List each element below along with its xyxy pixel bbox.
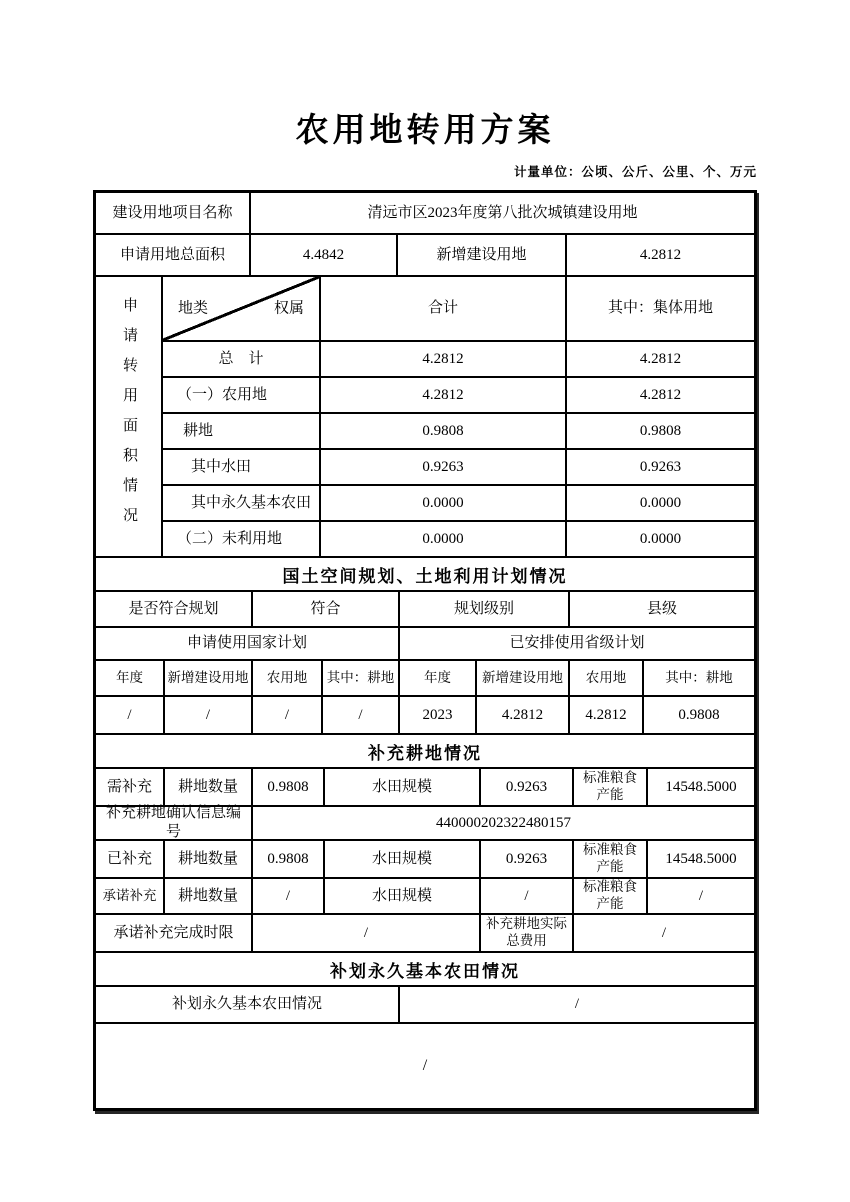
area-row-label: 其中水田 [163, 450, 321, 484]
area-row-unused-land [163, 522, 754, 556]
grain-label: 标准粮食产能 [574, 879, 648, 913]
area-row-agricultural [163, 378, 754, 414]
deadline-label: 承诺补充完成时限 [96, 915, 253, 951]
supplement-row-promised [96, 879, 754, 915]
area-row-collective: 0.9263 [639, 458, 682, 475]
col-header-collective: 其中：集体用地 [607, 300, 713, 317]
national-plan-label: 申请使用国家计划 [96, 628, 400, 659]
supplement-row-required [96, 769, 754, 807]
plan-level-value: 县级 [646, 600, 677, 617]
planning-compliance-row [96, 592, 754, 628]
compliance-value: 符合 [253, 592, 400, 626]
area-row-label: （一）农用地 [163, 378, 321, 412]
supplement-section-header: 补充耕地情况 [368, 743, 482, 763]
qty-value: 0.9808 [253, 769, 325, 805]
remark-value: / [422, 1057, 428, 1074]
area-row-total: 0.0000 [321, 522, 567, 556]
supplement-deadline-row [96, 915, 754, 953]
basic-farmland-section-header: 补划永久基本农田情况 [330, 961, 520, 981]
provincial-plan-label: 已安排使用省级计划 [509, 635, 645, 652]
grain-value: 14548.5000 [665, 850, 737, 867]
supplement-confirm-row [96, 807, 754, 841]
grain-label: 标准粮食产能 [574, 841, 648, 877]
page-title: 农用地转用方案 [295, 111, 555, 148]
supplement-header-row [96, 735, 754, 769]
area-row-collective: 0.0000 [639, 530, 682, 547]
col-header-total: 合计 [321, 277, 567, 340]
area-row-collective: 0.9808 [639, 422, 682, 439]
plan-columns-header-row [96, 661, 754, 697]
area-row-total: 4.2812 [321, 378, 567, 412]
diagonal-landtype-label: 地类 [178, 300, 209, 317]
paddy-label: 水田规模 [325, 879, 481, 913]
plan-value: / [165, 697, 253, 733]
area-row-permanent-basic-farmland [163, 486, 754, 522]
area-row-paddy [163, 450, 754, 486]
grain-value: / [698, 887, 704, 904]
area-row-total: 0.9263 [321, 450, 567, 484]
plan-values-row [96, 697, 754, 735]
plan-value: 4.2812 [477, 697, 570, 733]
confirm-number-label: 补充耕地确认信息编号 [96, 807, 253, 839]
total-area-value: 4.4842 [251, 235, 398, 275]
qty-label: 耕地数量 [165, 879, 253, 913]
plan-col-header: 年度 [96, 661, 165, 695]
supplement-type: 已补充 [96, 841, 165, 877]
plan-value: / [323, 697, 400, 733]
transfer-area-section [96, 277, 754, 558]
transfer-area-grid [163, 277, 754, 556]
area-row-collective: 0.0000 [639, 494, 682, 511]
transfer-area-header-row [163, 277, 754, 342]
project-name-row [96, 193, 754, 235]
plan-col-header: 年度 [400, 661, 477, 695]
basic-farmland-value: / [574, 996, 580, 1013]
area-row-label: （二）未利用地 [163, 522, 321, 556]
area-row-label: 总 计 [163, 342, 321, 376]
plan-type-row [96, 628, 754, 661]
actual-cost-value: / [661, 924, 667, 941]
paddy-value: 0.9263 [481, 841, 574, 877]
new-construction-label: 新增建设用地 [398, 235, 567, 275]
remark-row [96, 1024, 754, 1108]
area-row-total: 4.2812 [321, 342, 567, 376]
paddy-value: / [481, 879, 574, 913]
qty-label: 耕地数量 [165, 769, 253, 805]
deadline-value: / [253, 915, 481, 951]
actual-cost-label: 补充耕地实际总费用 [481, 915, 574, 951]
paddy-label: 水田规模 [325, 769, 481, 805]
project-name-label: 建设用地项目名称 [96, 193, 251, 233]
area-row-grand-total [163, 342, 754, 378]
basic-farmland-row [96, 987, 754, 1024]
grain-label: 标准粮食产能 [574, 769, 648, 805]
area-row-collective: 4.2812 [639, 386, 682, 403]
total-area-row [96, 235, 754, 277]
total-area-label: 申请用地总面积 [96, 235, 251, 275]
confirm-number-value: 440000202322480157 [436, 814, 571, 831]
measurement-unit-note: 计量单位：公顷、公斤、公里、个、万元 [513, 165, 757, 179]
plan-value: / [253, 697, 323, 733]
area-row-label: 其中永久基本农田 [163, 486, 321, 520]
supplement-type: 需补充 [96, 769, 165, 805]
diagonal-header-cell [163, 277, 321, 340]
plan-value: 4.2812 [570, 697, 644, 733]
area-row-total: 0.0000 [321, 486, 567, 520]
plan-level-label: 规划级别 [400, 592, 570, 626]
planning-header-row [96, 558, 754, 592]
area-row-cultivated [163, 414, 754, 450]
area-row-label: 耕地 [163, 414, 321, 448]
plan-col-header: 新增建设用地 [477, 661, 570, 695]
transfer-area-side-cell [96, 277, 163, 556]
form-table [93, 190, 757, 1111]
grain-value: 14548.5000 [665, 778, 737, 795]
paddy-value: 0.9263 [481, 769, 574, 805]
qty-value: 0.9808 [253, 841, 325, 877]
plan-col-header: 其中：耕地 [665, 669, 733, 685]
planning-section-header: 国土空间规划、土地利用计划情况 [282, 566, 568, 586]
supplement-type: 承诺补充 [96, 879, 165, 913]
basic-farmland-header-row [96, 953, 754, 987]
transfer-area-side-label: 申请转用面积情况 [121, 296, 137, 537]
qty-value: / [253, 879, 325, 913]
supplement-row-completed [96, 841, 754, 879]
plan-col-header: 其中：耕地 [323, 661, 400, 695]
plan-col-header: 新增建设用地 [165, 661, 253, 695]
plan-value: 2023 [400, 697, 477, 733]
new-construction-value: 4.2812 [639, 246, 682, 263]
basic-farmland-label: 补划永久基本农田情况 [96, 987, 400, 1022]
qty-label: 耕地数量 [165, 841, 253, 877]
plan-value: 0.9808 [678, 706, 720, 723]
plan-col-header: 农用地 [253, 661, 323, 695]
plan-value: / [96, 697, 165, 733]
area-row-total: 0.9808 [321, 414, 567, 448]
project-name-value: 清远市区2023年度第八批次城镇建设用地 [367, 204, 638, 221]
diagonal-ownership-label: 权属 [273, 300, 304, 317]
area-row-collective: 4.2812 [639, 350, 682, 367]
plan-col-header: 农用地 [570, 661, 644, 695]
paddy-label: 水田规模 [325, 841, 481, 877]
compliance-label: 是否符合规划 [96, 592, 253, 626]
